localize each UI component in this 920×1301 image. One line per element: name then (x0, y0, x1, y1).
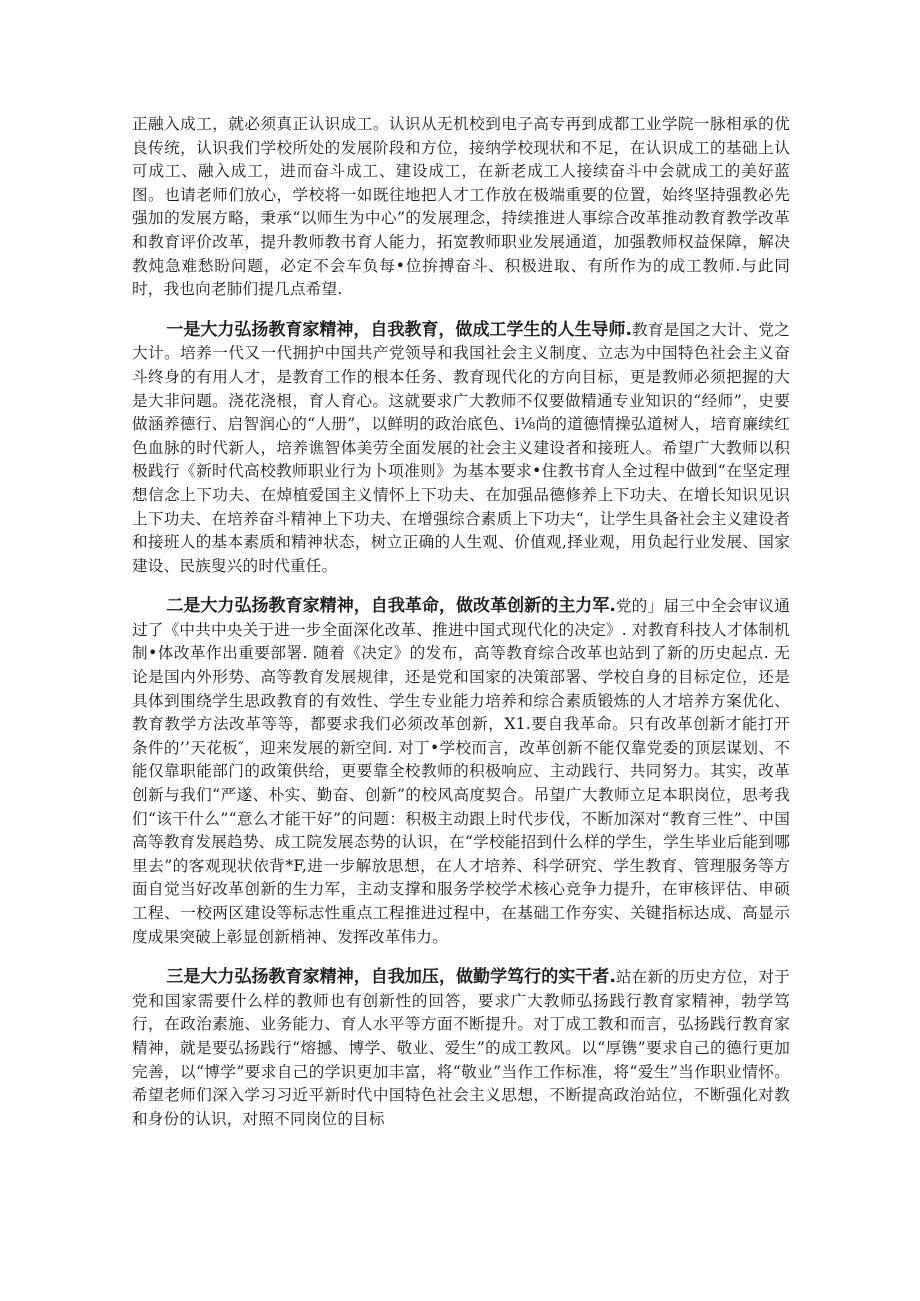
paragraph-heading: 一是大力弘扬教育家精神，自我教育，做成工学生的人生导师. (166, 319, 632, 340)
paragraph-body: 正融入成工，就必须真正认识成工。认识从无机校到电子高专再到成都工业学院一脉相承的优良传统，认识我们学校所处的发展阶段和方位，接纳学校现状和不足，在认识成工的基础上认可成工、融入成工，进而奋斗成工、建设成工，在新老成工人接续奋斗中会就成工的美好蓝图。也请老师们放心，学校将一如既往地把人才工作放在极端重要的位置，始终坚持强教必先强加的发展方略，秉承“以师生为中心”的发展理念，持续推进人事综合改革推动教育教学改革和教育评价改革，提升教师教书育人能力，拓宽教师职业发展通道，加强教师权益保障，解决教炖急难愁盼问题，必定不会车负每•位拚搏奋斗、积极进取、有所作为的成工教师.与此同时，我也向老肺们提几点希望. (132, 115, 790, 299)
document-page (132, 113, 790, 1148)
paragraph-heading: 三是大力弘扬教育家精神，自我加压，做勤学笃行的实干者. (166, 967, 616, 988)
paragraph-intro (132, 113, 790, 302)
paragraph-heading: 二是大力弘扬教育家精神，自我革命，做改革创新的主力军. (166, 596, 616, 617)
paragraph-hope-one (132, 319, 790, 579)
paragraph-hope-two (132, 595, 790, 949)
paragraph-body: 教育是国之大计、党之大计。培养一代又一代拥护中国共产党领导和我国社会主义制度、立志为中国特色社会主义奋斗终身的有用人才，是教育工作的根本任务、教育现代化的方向目标，更是教师必须把握的大是大非问题。浇花浇根，育人育心。这就要求广大教师不仅要做精通专业知识的“经师”，史要做涵养德行、启智润心的“人册”，以鲜明的政治底色、i⅛尚的道德情操弘道树人，培育廉续红色血脉的时代新人，培养谯智体美劳全面发展的社会主义建设者和接班人。希望广大教师以积极践行《新时代高校教师职业行为卜项准则》为基本要求•住教书育人全过程中做到“在坚定理想信念上下功夫、在焯植爱国主义情怀上下功夫、在加强品德修养上下功夫、在增长知识见识上下功夫、在培养奋斗精神上下功夫、在增强综合素质上下功夫“，让学生具备社会主义建设者和接班人的基本素质和精神状态，树立正确的人生观、价值观,择业观，用负起行业发展、国家建设、民族叟兴的时代重任。 (132, 320, 790, 575)
paragraph-hope-three (132, 966, 790, 1131)
paragraph-body: 站在新的历史方位，对于党和国家需要什么样的教师也有创新性的回答，要求广大教师弘扬践行教育家精神，勃学笃行，在政治素施、业务能力、育人水平等方面不断提升。对丁成工教和而言，弘扬践行教育家精神，就是要弘扬践行“熔撼、博学、敬业、爱生”的成工教风。以“厚镌”要求自己的德行更加完善，以“博学”要求自己的学识更加丰富，将“敬业”当作工作标准，将“爱生”当作职业情怀。希望老师们深入学习习近平新时代中国特色社会主义思想，不断提高政治站位，不断强化对教和身份的认识，对照不同岗位的目标 (132, 968, 790, 1128)
paragraph-body: 党的」届三中全会审议通过了《中共中央关于进一步全面深化改革、推进中国式现代化的决定》. 对教育科技人才体制机制•体改革作出重要部署. 随着《决定》的发布，高等教育综合改革也站到了新的历史起点. 无论是国内外形势、高等教育发展规律，还是党和国家的决策部署、学校自身的目标定位，还是具体到围绕学生思政教育的有效性、学生专业能力培养和综合素质锻炼的人才培养方案优化、教育教学方法改革等等，都要求我们必须改革创新，X1.要自我革命。只有改革创新才能打开条件的’’天花板″，迎来发展的新空间. 对丁•学校而言，改革创新不能仅靠党委的顶层谋划、不能仅靠职能部门的政策供给，更要靠全校教师的积极响应、主动践行、共同努力。其实，改革创新与我们“严遂、朴实、勤奋、创新”的校风高度契合。吊望广大教师立足本职岗位，思考我们“该干什么”“意么才能干好”的问题：积极主动跟上时代步伐，不断加深对“教育三性”、中国高等教育发展趋势、成工院发展态势的认识，在“学校能招到什么样的学生，学生毕业后能到哪里去”的客观现状依背*F,进一步解放思想，在人才培养、科学研究、学生教育、管理服务等方面自觉当好改革创新的生力军，主动支撑和服务学校学术核心竞争力提升，在审核评估、申硕工程、一校两区建设等标志性重点工程推进过程中，在基础工作夯实、关键指标达成、高显示度成果突破上彰显创新梢神、发挥改革伟力。 (132, 597, 790, 946)
